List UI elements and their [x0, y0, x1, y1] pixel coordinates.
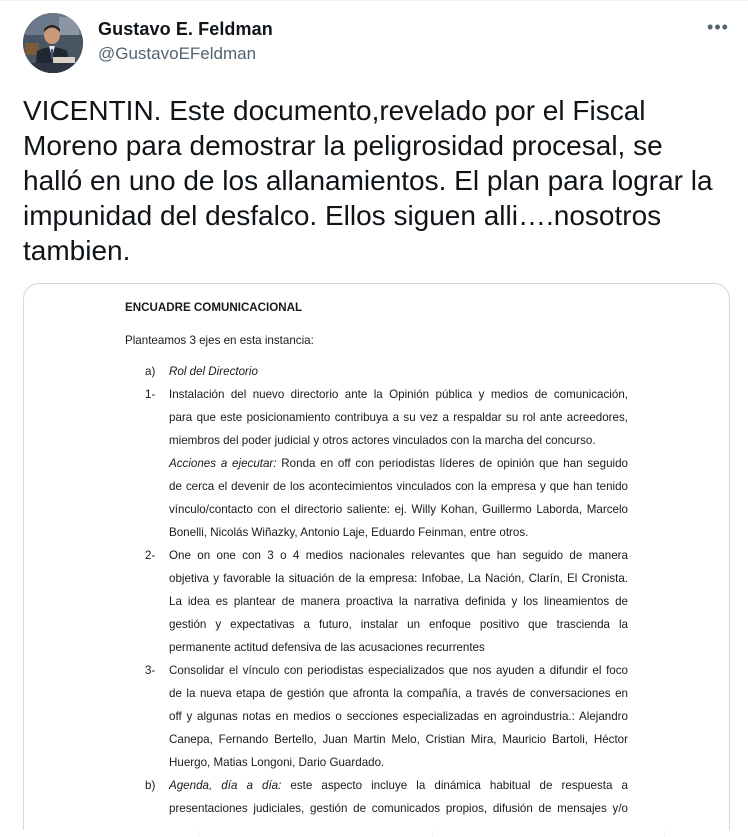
author-display-name[interactable]: Gustavo E. Feldman: [98, 19, 273, 39]
item-2-marker: 2-: [145, 549, 156, 562]
item-2-line: objetiva y favorable la situación de la empresa: Infobae, La Nación, Clarín, El Cronista.: [169, 572, 628, 585]
item-2-line: permanente actitud defensiva de las acusaciones recurrentes: [169, 641, 485, 654]
divider: [664, 830, 665, 837]
tweet-image[interactable]: [23, 283, 730, 837]
item-2-line: La idea es plantear de manera proactiva la narrativa definida y los lineamientos de: [169, 595, 628, 608]
section-b-line: presentaciones judiciales, gestión de comunicados propios, difusión de mensajes y/o: [169, 802, 628, 815]
divider: [432, 830, 433, 837]
document-intro: Planteamos 3 ejes en esta instancia:: [125, 334, 314, 347]
divider: [198, 830, 199, 837]
item-3-marker: 3-: [145, 664, 156, 677]
document-heading: ENCUADRE COMUNICACIONAL: [125, 301, 303, 314]
item-2-line: One on one con 3 o 4 medios nacionales relevantes que han seguido de manera: [169, 549, 628, 562]
section-b-line: [169, 779, 628, 792]
profile-photo: [23, 13, 83, 73]
item-3-line: Canepa, Fernando Bertello, Juan Martin Melo, Cristian Mira, Mauricio Bartoli, Héctor: [169, 733, 628, 746]
actions-line: [169, 457, 628, 470]
item-3-line: de la nueva etapa de gestión que afronta la compañía, a través de conversaciones en: [169, 687, 628, 700]
section-a-marker: a): [145, 365, 156, 378]
actions-line: de cerca el devenir de los acontecimientos vinculados con la empresa y que han tenido: [169, 480, 628, 493]
avatar[interactable]: [23, 13, 83, 73]
more-horizontal-icon: •••: [707, 17, 729, 37]
section-b-title: Agenda, día a día:: [169, 779, 282, 792]
item-3-line: Consolidar el vínculo con periodistas especializados que nos ayuden a difundir el foco: [169, 664, 628, 677]
item-2-line: gestión y expectativas a futuro, instalar un enfoque positivo que trascienda la: [169, 618, 628, 631]
more-options-button[interactable]: [702, 14, 734, 46]
item-3-line: off y algunas notas en medios o secciones especializadas en agroindustria.: Alejandro: [169, 710, 628, 723]
action-bar-edge: [0, 830, 748, 837]
actions-label: Acciones a ejecutar:: [169, 457, 277, 470]
top-divider: [0, 0, 748, 1]
author-handle[interactable]: @GustavoEFeldman: [98, 44, 257, 63]
section-b-text: este aspecto incluye la dinámica habitual de respuesta a: [281, 779, 628, 792]
actions-line: vínculo/contacto con el directorio saliente: ej. Willy Kohan, Guillermo Laborda, Marcelo: [169, 503, 628, 516]
section-b-marker: b): [145, 779, 156, 792]
item-1-line: miembros del poder judicial y otros actores vinculados con la marcha del concurso.: [169, 434, 596, 447]
item-3-line: Huergo, Matias Longoni, Dario Guardado.: [169, 756, 385, 769]
actions-line: Bonelli, Nicolás Wiñazky, Antonio Laje, Eduardo Feinman, entre otros.: [169, 526, 529, 539]
item-1-marker: 1-: [145, 388, 156, 401]
tweet-text: VICENTIN. Este documento,revelado por el Fiscal Moreno para demostrar la peligrosidad procesal, se halló en uno de los allanamientos. El plan para lograr la impunidad del desfalco. Ellos siguen alli….nosotros tambien.: [23, 95, 713, 266]
actions-text: Ronda en off con periodistas líderes de opinión que han seguido: [276, 457, 628, 470]
item-1-line: para que este posicionamiento contribuya a su vez a respaldar su rol ante acreedores,: [169, 411, 628, 424]
section-a-title: Rol del Directorio: [169, 365, 258, 378]
item-1-line: Instalación del nuevo directorio ante la Opinión pública y medios de comunicación,: [169, 388, 628, 401]
